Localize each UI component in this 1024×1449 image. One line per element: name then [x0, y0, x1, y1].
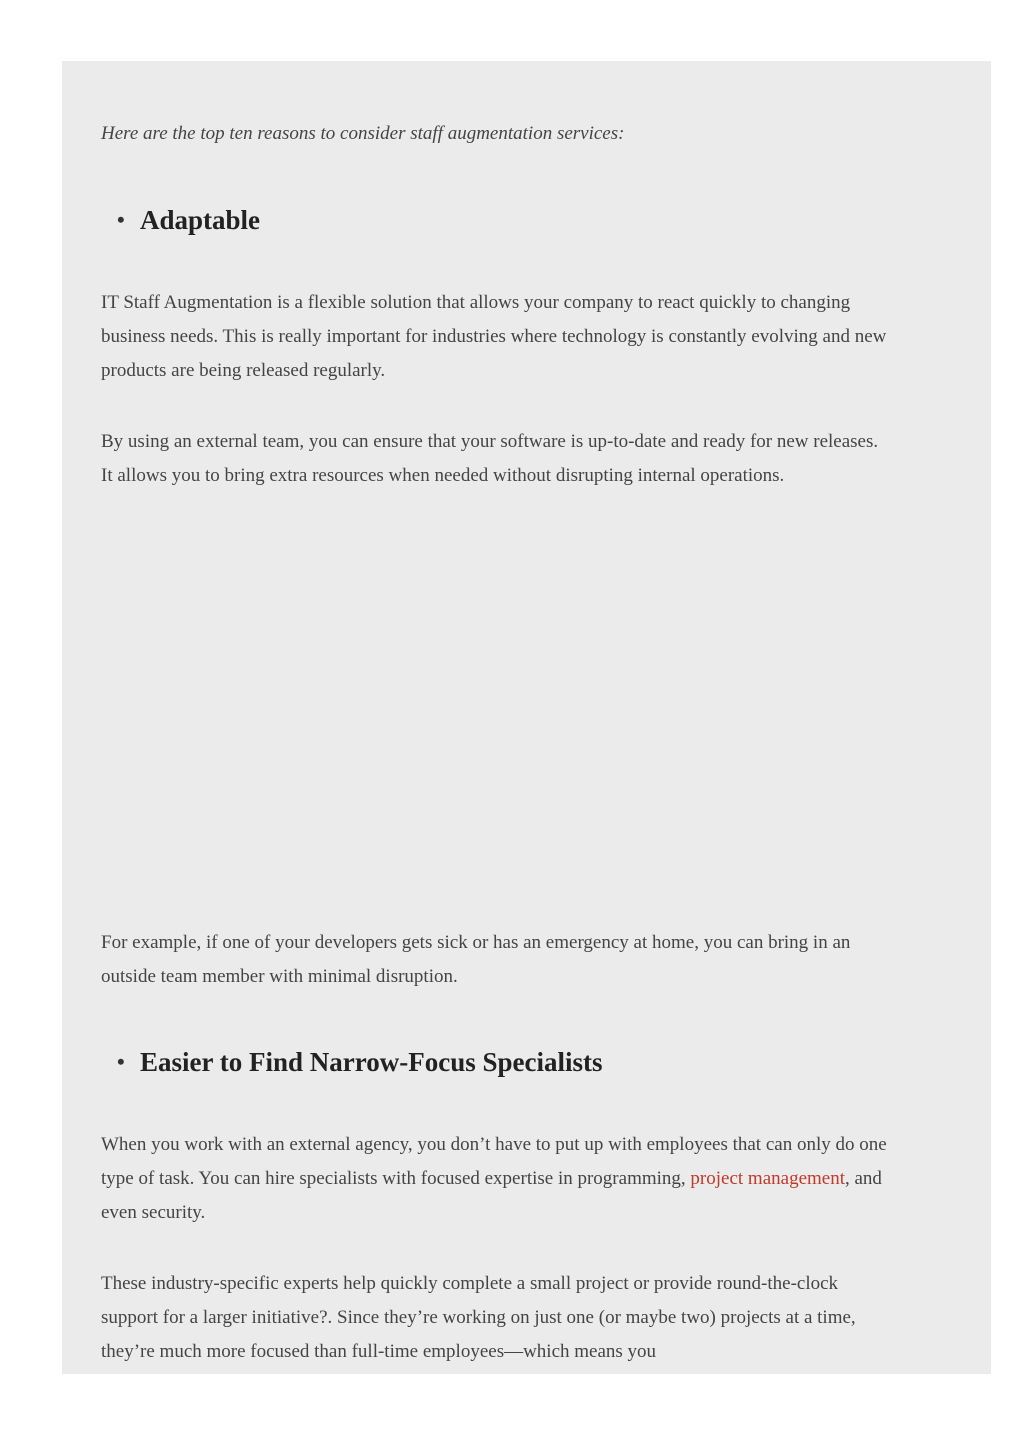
paragraph-with-link	[101, 1128, 891, 1230]
paragraph: By using an external team, you can ensure that your software is up-to-date and ready for new releases. It allows you to bring extra resources when needed without disrupting internal operations.	[101, 431, 879, 486]
section-heading-adaptable	[101, 202, 260, 238]
section-heading-label: Easier to Find Narrow-Focus Specialists	[140, 1047, 603, 1077]
section-heading-list-1	[101, 202, 260, 238]
paragraph: IT Staff Augmentation is a flexible solution that allows your company to react quickly to changing business needs. This is really important for industries where technology is constantly evolving and new products are being released regularly.	[101, 292, 887, 381]
section-heading-specialists	[101, 1044, 603, 1080]
empty-media-area	[101, 531, 891, 901]
paragraph-text: When you work with an external agency, you don’t have to put up with employees that can only do one type of task. You can hire specialists with focused expertise in programming,	[101, 1134, 887, 1189]
paragraph: For example, if one of your developers gets sick or has an emergency at home, you can bring in an outside team member with minimal disruption.	[101, 932, 851, 987]
intro-text: Here are the top ten reasons to consider staff augmentation services:	[101, 123, 625, 144]
section-heading-list-2	[101, 1044, 603, 1080]
paragraph-text: , and even security.	[101, 1168, 882, 1223]
bullet-icon: •	[117, 207, 125, 232]
project-management-link[interactable]: project management	[690, 1168, 845, 1189]
section-heading-label: Adaptable	[140, 205, 261, 235]
paragraph: These industry-specific experts help quickly complete a small project or provide round-the-clock support for a larger initiative?. Since they’re working on just one (or maybe two) projects at a time, they’re much more focused than full-time employees—which means you	[101, 1273, 856, 1362]
bullet-icon: •	[117, 1049, 125, 1074]
article-panel	[62, 61, 991, 1374]
